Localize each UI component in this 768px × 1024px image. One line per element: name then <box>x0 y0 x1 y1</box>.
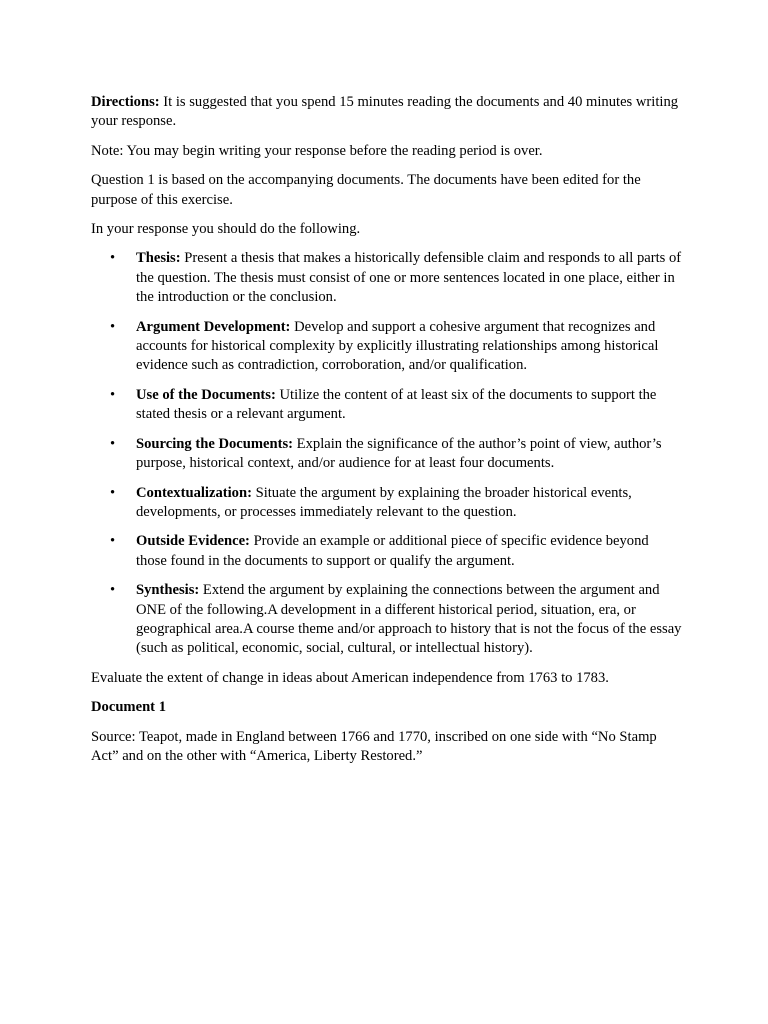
bullet-icon: • <box>110 533 116 550</box>
requirement-thesis <box>91 249 683 307</box>
requirement-label: Contextualization: <box>136 484 252 501</box>
bullet-icon: • <box>110 250 116 267</box>
note-paragraph: Note: You may begin writing your response before the reading period is over. <box>91 142 543 159</box>
requirement-text: Situate the argument by explaining the broader historical events, developments, or processes immediately relevant to the question. <box>136 484 632 520</box>
requirement-label: Argument Development: <box>136 318 291 335</box>
requirement-synthesis <box>91 581 683 659</box>
requirement-argument-development <box>91 318 683 376</box>
requirement-text: Develop and support a cohesive argument that recognizes and accounts for historical complexity by explicitly illustrating relationships among historical evidence such as contradiction, corroboration, and/or qualification. <box>136 318 659 374</box>
bullet-icon: • <box>110 582 116 599</box>
requirement-use-of-documents <box>91 386 683 425</box>
requirement-label: Outside Evidence: <box>136 533 250 550</box>
document-1-source: Source: Teapot, made in England between 1766 and 1770, inscribed on one side with “No Stamp Act” and on the other with “America, Liberty Restored.” <box>91 728 657 764</box>
bullet-icon: • <box>110 318 116 335</box>
requirement-label: Synthesis: <box>136 582 200 599</box>
requirement-label: Thesis: <box>136 250 181 267</box>
requirement-text: Present a thesis that makes a historically defensible claim and responds to all parts of the question. The thesis must consist of one or more sentences located in one place, either in the introduction or the conclusion. <box>136 250 682 306</box>
requirement-label: Sourcing the Documents: <box>136 435 294 452</box>
directions-paragraph <box>91 93 683 132</box>
document-1-heading: Document 1 <box>91 699 166 716</box>
document-page <box>91 93 683 776</box>
requirements-list <box>91 249 683 658</box>
requirement-label: Use of the Documents: <box>136 386 276 403</box>
bullet-icon: • <box>110 484 116 501</box>
bullet-icon: • <box>110 435 116 452</box>
requirement-text: Utilize the content of at least six of the documents to support the stated thesis or a relevant argument. <box>136 386 657 423</box>
essay-prompt: Evaluate the extent of change in ideas about American independence from 1763 to 1783. <box>91 669 609 686</box>
directions-text: It is suggested that you spend 15 minutes reading the documents and 40 minutes writing your response. <box>91 94 679 130</box>
response-intro-paragraph: In your response you should do the following. <box>91 221 361 238</box>
question-intro-paragraph: Question 1 is based on the accompanying documents. The documents have been edited for the purpose of this exercise. <box>91 172 641 208</box>
directions-label: Directions: <box>91 94 160 110</box>
bullet-icon: • <box>110 386 116 403</box>
requirement-text: Explain the significance of the author’s point of view, author’s purpose, historical context, and/or audience for at least four documents. <box>136 435 662 472</box>
requirement-outside-evidence <box>91 532 683 571</box>
requirement-text: Provide an example or additional piece of specific evidence beyond those found in the documents to support or qualify the argument. <box>136 533 649 569</box>
requirement-sourcing-documents <box>91 435 683 474</box>
requirement-text: Extend the argument by explaining the connections between the argument and ONE of the following.A development in a different historical period, situation, era, or geographical area.A course theme and/or approach to history that is not the focus of the essay (such as political, economic, social, cultural, or intellectual history). <box>136 582 682 657</box>
requirement-contextualization <box>91 484 683 523</box>
